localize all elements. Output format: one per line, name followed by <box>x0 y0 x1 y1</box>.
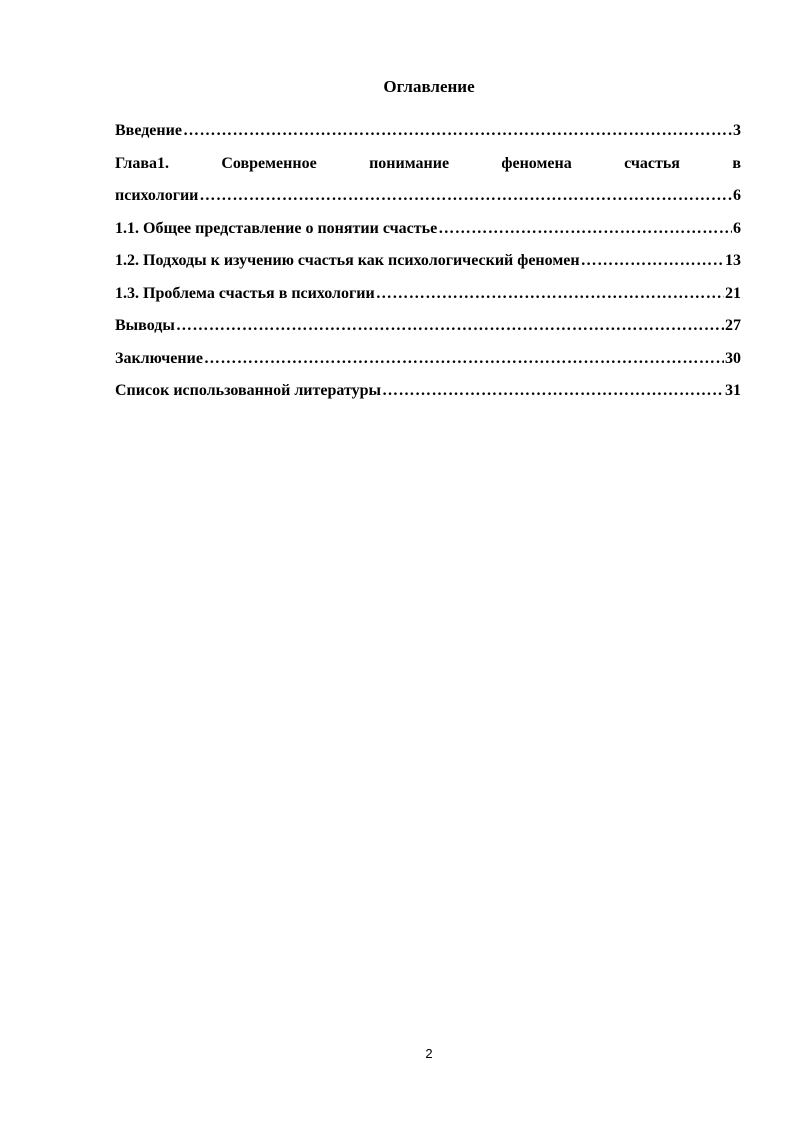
toc-entry-references[interactable] <box>115 380 741 413</box>
dot-leader <box>581 250 724 272</box>
toc-word: в <box>732 154 741 172</box>
toc-entry-page: 6 <box>733 219 741 237</box>
toc-word: понимание <box>369 154 450 172</box>
toc-entry-summary[interactable] <box>115 348 741 381</box>
toc-entry-page: 30 <box>725 349 741 367</box>
dot-leader <box>199 185 732 207</box>
dot-leader <box>176 315 724 337</box>
dot-leader <box>183 120 732 142</box>
toc-entry-section-1-2[interactable] <box>115 250 741 283</box>
toc-entry-label: Заключение <box>115 349 203 367</box>
toc-entry-label: 1.1. Общее представление о понятии счастье <box>115 219 438 237</box>
toc-entry-page: 13 <box>725 252 741 269</box>
toc-word: счастья <box>624 154 680 172</box>
toc-entry-label: Список использованной литературы <box>115 382 381 399</box>
toc-entry-label: Выводы <box>115 317 175 334</box>
toc-entry-section-1-3[interactable] <box>115 283 741 316</box>
toc-entry-page: 21 <box>725 284 741 302</box>
toc-entry-section-1-1[interactable] <box>115 218 741 251</box>
toc-entry-conclusions[interactable] <box>115 315 741 348</box>
toc-entry-label: психологии <box>115 187 199 204</box>
toc-entry-label: 1.3. Проблема счастья в психологии <box>115 284 375 302</box>
dot-leader <box>382 380 724 402</box>
table-of-contents <box>115 120 741 413</box>
toc-entry-chapter1-line2[interactable] <box>115 185 741 218</box>
toc-word: Современное <box>221 154 317 172</box>
toc-word: Глава1. <box>115 154 169 172</box>
toc-entry-chapter1-line1[interactable] <box>115 153 741 186</box>
toc-entry-introduction[interactable] <box>115 120 741 153</box>
toc-word: феномена <box>501 154 572 172</box>
dot-leader <box>376 283 724 305</box>
dot-leader <box>204 348 724 370</box>
toc-entry-label: Введение <box>115 122 182 139</box>
page-title: Оглавление <box>383 77 475 96</box>
toc-entry-page: 31 <box>725 382 741 399</box>
page-number: 2 <box>425 1046 433 1061</box>
toc-entry-page: 6 <box>733 187 741 204</box>
dot-leader <box>438 218 732 240</box>
toc-entry-page: 27 <box>725 317 741 334</box>
toc-entry-page: 3 <box>733 122 741 139</box>
toc-entry-label: 1.2. Подходы к изучению счастья как психологический феномен <box>115 252 580 269</box>
